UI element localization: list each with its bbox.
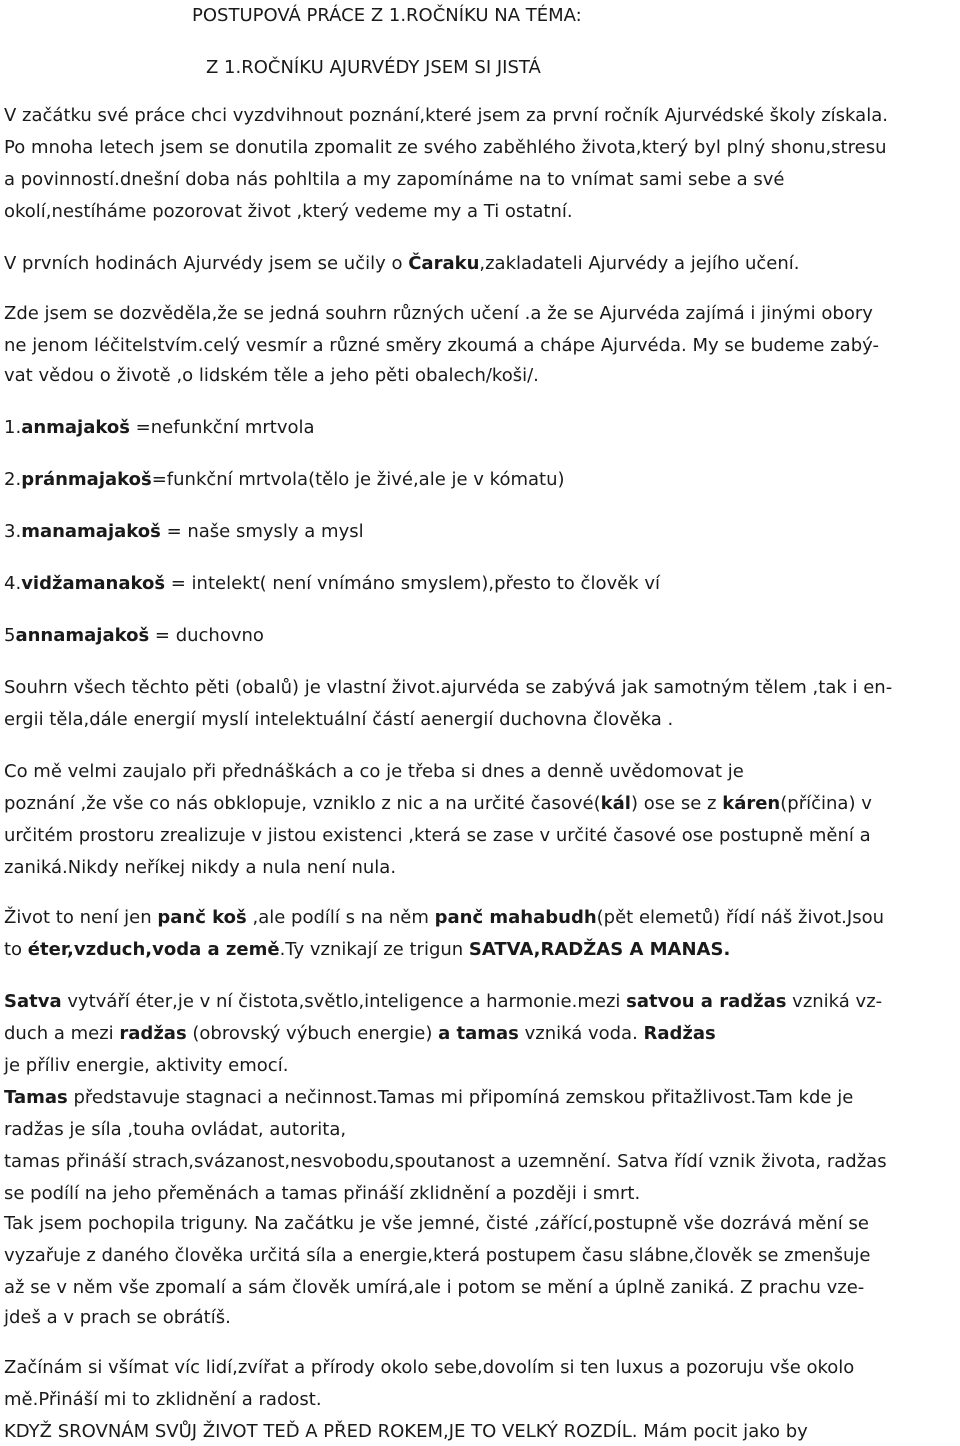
text-line — [4, 572, 660, 596]
text-line — [4, 104, 888, 128]
text-run: Život to není jen — [4, 907, 158, 928]
bold-term: Radžas — [643, 1023, 716, 1044]
text-run: =nefunkční mrtvola — [129, 417, 315, 438]
text-line — [4, 824, 871, 848]
text-run: = naše smysly a mysl — [160, 521, 364, 542]
bold-term: Čaraku — [408, 253, 480, 274]
text-line — [4, 1118, 346, 1142]
text-line — [4, 1150, 887, 1174]
text-run: duch a mezi — [4, 1023, 120, 1044]
text-line — [4, 938, 730, 962]
text-line — [4, 624, 264, 648]
text-run: (příčina) v — [780, 793, 872, 814]
text-run: 5 — [4, 625, 16, 646]
document-title-line-2: Z 1.ROČNÍKU AJURVÉDY JSEM SI JISTÁ — [206, 57, 541, 78]
text-run: vzniká voda. — [518, 1023, 644, 1044]
text-run: 1. — [4, 417, 22, 438]
text-line — [4, 302, 873, 326]
text-run: okolí,nestíháme pozorovat život ,který vedeme my a Ti ostatní. — [4, 201, 573, 222]
text-line — [4, 520, 364, 544]
bold-term: anmajakoš — [21, 417, 130, 438]
text-run: Po mnoha letech jsem se donutila zpomalit ze svého zaběhlého života,který byl plný shonu,stresu — [4, 137, 887, 158]
text-run: Tak jsem pochopila triguny. Na začátku je vše jemné, čisté ,zářící,postupně vše dozrává mění se — [4, 1213, 869, 1234]
bold-term: annamajakoš — [15, 625, 150, 646]
bold-term: éter,vzduch,voda a země — [27, 939, 280, 960]
text-line — [4, 1182, 640, 1206]
text-run: Co mě velmi zaujalo při přednáškách a co je třeba si dnes a denně uvědomovat je — [4, 761, 744, 782]
text-run: se podílí na jeho přeměnách a tamas přináší zklidnění a později i smrt. — [4, 1183, 641, 1204]
text-line — [4, 856, 396, 880]
text-line — [4, 168, 785, 192]
text-run: =funkční mrtvola(tělo je živé,ale je v kómatu) — [151, 469, 565, 490]
text-run: (pět elemetů) řídí náš život.Jsou — [596, 907, 885, 928]
bold-term: panč koš — [157, 907, 247, 928]
text-run: 4. — [4, 573, 22, 594]
bold-term: panč mahabudh — [434, 907, 597, 928]
bold-term: SATVA,RADŽAS A MANAS. — [468, 939, 731, 960]
bold-term: manamajakoš — [21, 521, 161, 542]
bold-term: pránmajakoš — [21, 469, 152, 490]
bold-term: satvou a radžas — [626, 991, 787, 1012]
text-run: zaniká.Nikdy neříkej nikdy a nula není nula. — [4, 857, 397, 878]
text-line — [4, 760, 744, 784]
text-run: .Ty vznikají ze trigun — [279, 939, 469, 960]
text-line — [4, 1388, 322, 1412]
text-line — [4, 906, 884, 930]
text-line — [4, 1086, 853, 1110]
text-line — [4, 468, 565, 492]
text-run: představuje stagnaci a nečinnost.Tamas mi připomíná zemskou přitažlivost.Tam kde je — [67, 1087, 854, 1108]
bold-term: Tamas — [4, 1087, 68, 1108]
bold-term: a tamas — [438, 1023, 519, 1044]
text-run: V prvních hodinách Ajurvédy jsem se učily o — [4, 253, 409, 274]
text-run: ne jenom léčitelstvím.celý vesmír a různé směry zkoumá a chápe Ajurvéda. My se budeme zabý- — [4, 335, 879, 356]
bold-term: radžas — [119, 1023, 187, 1044]
text-run: 2. — [4, 469, 22, 490]
bold-term: káren — [722, 793, 781, 814]
text-run: ,ale podílí s na něm — [246, 907, 435, 928]
text-run: je příliv energie, aktivity emocí. — [4, 1055, 289, 1076]
text-run: Zde jsem se dozvěděla,že se jedná souhrn různých učení .a že se Ajurvéda zajímá i jinými obory — [4, 303, 873, 324]
text-run: a povinností.dnešní doba nás pohltila a my zapomínáme na to vnímat sami sebe a své — [4, 169, 785, 190]
bold-term: Satva — [4, 991, 62, 1012]
text-line — [4, 1054, 288, 1078]
text-run: poznání ,že vše co nás obklopuje, vzniklo z nic a na určité časové( — [4, 793, 601, 814]
text-run: vyzařuje z daného člověka určitá síla a energie,která postupem času slábne,člověk se zmenšuje — [4, 1245, 871, 1266]
text-run: = intelekt( není vnímáno smyslem),přesto to člověk ví — [165, 573, 660, 594]
text-run: vat vědou o životě ,o lidském těle a jeho pěti obalech/koši/. — [4, 365, 539, 386]
text-run: jdeš a v prach se obrátíš. — [4, 1307, 231, 1328]
text-line — [4, 364, 539, 388]
text-line — [4, 1276, 864, 1300]
text-line — [4, 252, 800, 276]
text-run: tamas přináší strach,svázanost,nesvobodu,spoutanost a uzemnění. Satva řídí vznik života, radžas — [4, 1151, 887, 1172]
text-line — [4, 1212, 869, 1236]
bold-term: vidžamanakoš — [21, 573, 166, 594]
bold-term: kál — [600, 793, 631, 814]
text-run: = duchovno — [149, 625, 264, 646]
text-line — [4, 990, 882, 1014]
text-line — [4, 792, 872, 816]
text-run: Začínám si všímat víc lidí,zvířat a přírody okolo sebe,dovolím si ten luxus a pozoruju vše okolo — [4, 1357, 855, 1378]
text-line — [4, 676, 892, 700]
text-run: ) ose se z — [630, 793, 723, 814]
text-run: V začátku své práce chci vyzdvihnout poznání,které jsem za první ročník Ajurvédské školy získala. — [4, 105, 888, 126]
text-line — [4, 1306, 231, 1330]
text-run: určitém prostoru zrealizuje v jistou existenci ,která se zase v určité časové ose postupně mění a — [4, 825, 871, 846]
document-title-line-1: POSTUPOVÁ PRÁCE Z 1.ROČNÍKU NA TÉMA: — [192, 5, 582, 26]
text-line — [4, 1244, 871, 1268]
text-line — [4, 708, 673, 732]
text-line — [4, 1420, 808, 1444]
text-line — [4, 334, 879, 358]
text-run: Souhrn všech těchto pěti (obalů) je vlastní život.ajurvéda se zabývá jak samotným tělem ,tak i en- — [4, 677, 893, 698]
text-run: ergii těla,dále energií myslí intelektuální částí aenergií duchovna člověka . — [4, 709, 674, 730]
text-line — [4, 1356, 854, 1380]
text-run: ,zakladateli Ajurvédy a jejího učení. — [479, 253, 800, 274]
text-run: KDYŽ SROVNÁM SVŮJ ŽIVOT TEĎ A PŘED ROKEM,JE TO VELKÝ ROZDÍL. Mám pocit jako by — [4, 1421, 808, 1442]
text-run: až se v něm vše zpomalí a sám člověk umírá,ale i potom se mění a úplně zaniká. Z prachu vze- — [4, 1277, 865, 1298]
text-run: radžas je síla ,touha ovládat, autorita, — [4, 1119, 347, 1140]
text-run: mě.Přináší mi to zklidnění a radost. — [4, 1389, 322, 1410]
text-run: (obrovský výbuch energie) — [186, 1023, 439, 1044]
text-run: vzniká vz- — [786, 991, 883, 1012]
text-line — [4, 200, 573, 224]
text-run: 3. — [4, 521, 22, 542]
text-line — [4, 1022, 716, 1046]
text-line — [4, 136, 886, 160]
text-line — [4, 416, 315, 440]
text-run: vytváří éter,je v ní čistota,světlo,inteligence a harmonie.mezi — [61, 991, 627, 1012]
text-run: to — [4, 939, 28, 960]
